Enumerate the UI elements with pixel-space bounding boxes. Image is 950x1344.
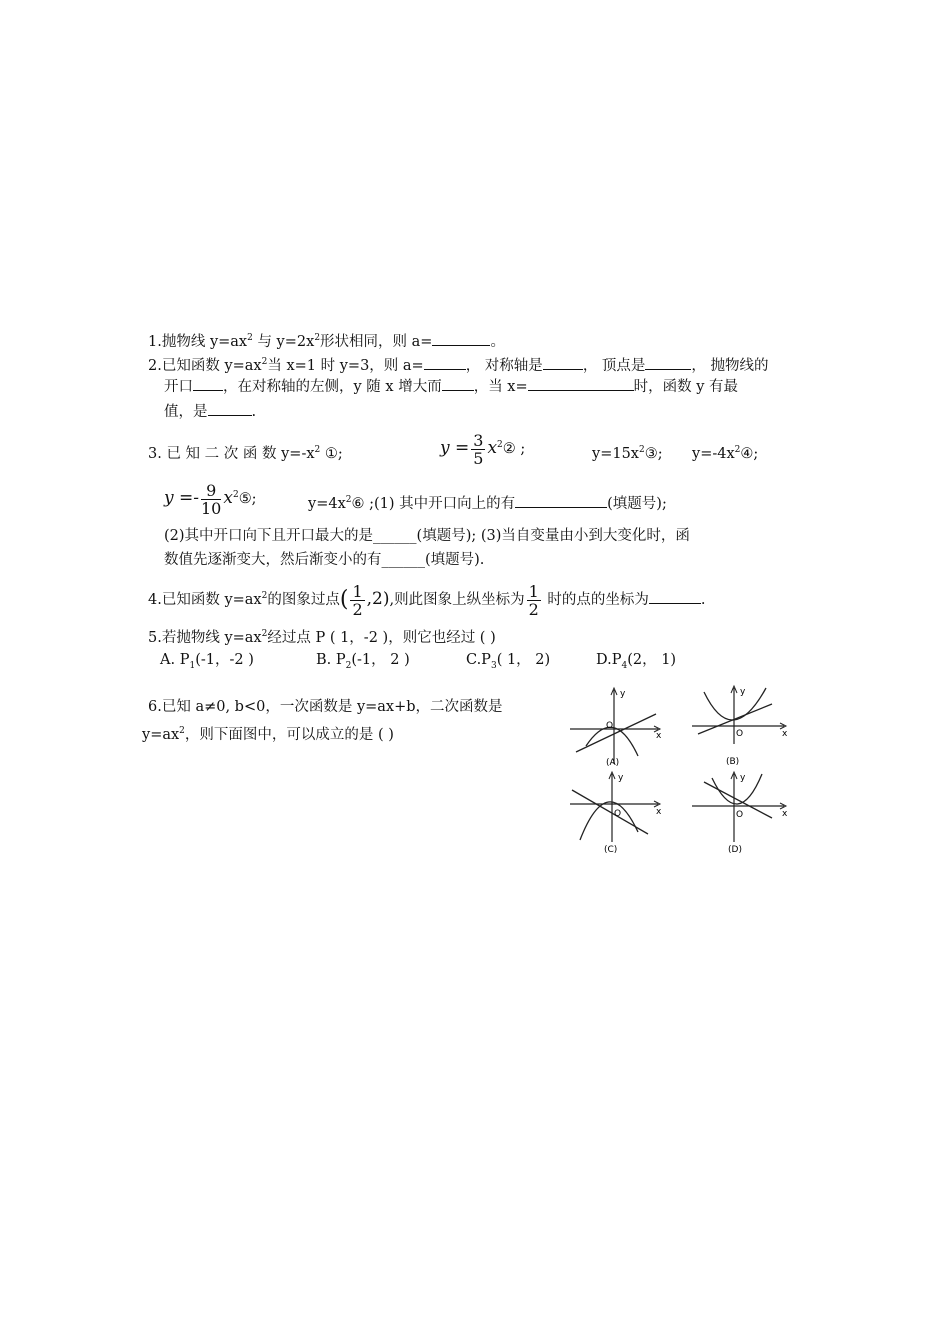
origin-label: O: [614, 809, 622, 819]
answer-blank[interactable]: [424, 355, 466, 370]
question-3-line-3: (2)其中开口向下且开口最大的是______(填题号); (3)当自变量由小到大变化时，函: [164, 528, 690, 544]
answer-blank[interactable]: [432, 331, 490, 346]
axis-x-label: x: [656, 807, 662, 817]
fraction: $\frac{1}{2}$: [352, 581, 363, 619]
option-d[interactable]: $D.P_4(2$， 1): [596, 652, 677, 671]
question-2-line-2: 开口 ，在对称轴的左侧，y 随 x 增大而 ，当 x= 时，函数 y 有最: [164, 376, 738, 397]
question-3-line-4: 数值先逐渐变大，然后渐变小的有______(填题号).: [164, 552, 485, 568]
answer-blank[interactable]: [208, 401, 252, 416]
option-b[interactable]: B. $P_2(-1$， 2 ): [316, 652, 410, 671]
origin-label: O: [606, 721, 614, 731]
fraction: $\frac{9}{10}$: [201, 480, 222, 518]
question-5: 5.若抛物线 $y=ax^2$经过点 P ( 1，-2 )，则它也经过 ( ): [148, 629, 496, 646]
question-2-line-1: 2.已知函数 $y=ax^2$当 x=1 时 y=3，则 a= ， 对称轴是 ， 顶点是 ， 抛物线的: [148, 357, 769, 374]
answer-blank[interactable]: [193, 376, 223, 391]
axis-y-label: y: [740, 773, 746, 783]
origin-label: O: [736, 810, 744, 820]
question-3-line-2: $y=4x^2⑥$ ;(1) 其中开口向上的有 (填题号);: [308, 495, 667, 512]
graph-label: (D): [728, 845, 742, 854]
question-3-line-1: 3. 已 知 二 次 函 数 $y=-x^2$ ①;: [148, 445, 343, 462]
question-2-line-3: 值，是 .: [164, 401, 256, 422]
axis-x-label: x: [782, 729, 788, 739]
graph-c[interactable]: [566, 770, 666, 854]
answer-blank[interactable]: [528, 376, 634, 391]
graph-label: (C): [604, 845, 618, 854]
question-4: 4.已知函数 $y=ax^2$的图象过点( $\frac{1}{2}$ ,2),则此图象上纵坐标为 $\frac{1}{2}$ 时的点的坐标为 .: [148, 581, 706, 619]
graph-a[interactable]: [566, 686, 666, 768]
answer-blank[interactable]: [515, 493, 607, 508]
option-a[interactable]: A. $P_1(-1$，-2 ): [160, 652, 254, 671]
graph-b[interactable]: [688, 684, 792, 768]
fraction: $\frac{1}{2}$: [528, 581, 539, 619]
formula-3: $y=15x^2③$;: [592, 445, 663, 462]
axis-y-label: y: [740, 687, 746, 697]
fraction: $\frac{3}{5}$: [473, 430, 484, 468]
question-6-line-1: 6.已知 a≠0, b<0，一次函数是 y=ax+b，二次函数是: [148, 699, 503, 715]
answer-blank[interactable]: [645, 355, 691, 370]
origin-label: O: [736, 729, 744, 739]
axis-y-label: y: [620, 689, 626, 699]
answer-blank[interactable]: [649, 589, 701, 604]
formula-5: y =- $\frac{9}{10}$ $x^2⑤$;: [164, 480, 257, 518]
graph-label: (A): [606, 758, 620, 768]
axis-x-label: x: [656, 731, 662, 741]
axis-x-label: x: [782, 809, 788, 819]
graph-label: (B): [726, 757, 740, 767]
question-6-line-2: $y=ax^2$，则下面图中，可以成立的是 ( ): [142, 726, 394, 743]
answer-blank[interactable]: [442, 376, 474, 391]
answer-blank[interactable]: [543, 355, 583, 370]
formula-2: y = $\frac{3}{5}$ $x^2②$ ;: [440, 430, 526, 468]
axis-y-label: y: [618, 773, 624, 783]
question-1: 1.抛物线 $y=ax^2$ 与 $y=2x^2$形状相同，则 a= 。: [148, 333, 505, 350]
graph-d[interactable]: [688, 770, 792, 854]
option-c[interactable]: $C.P_3$( 1， 2): [466, 652, 551, 671]
formula-4: $y=-4x^2④$;: [692, 445, 759, 462]
